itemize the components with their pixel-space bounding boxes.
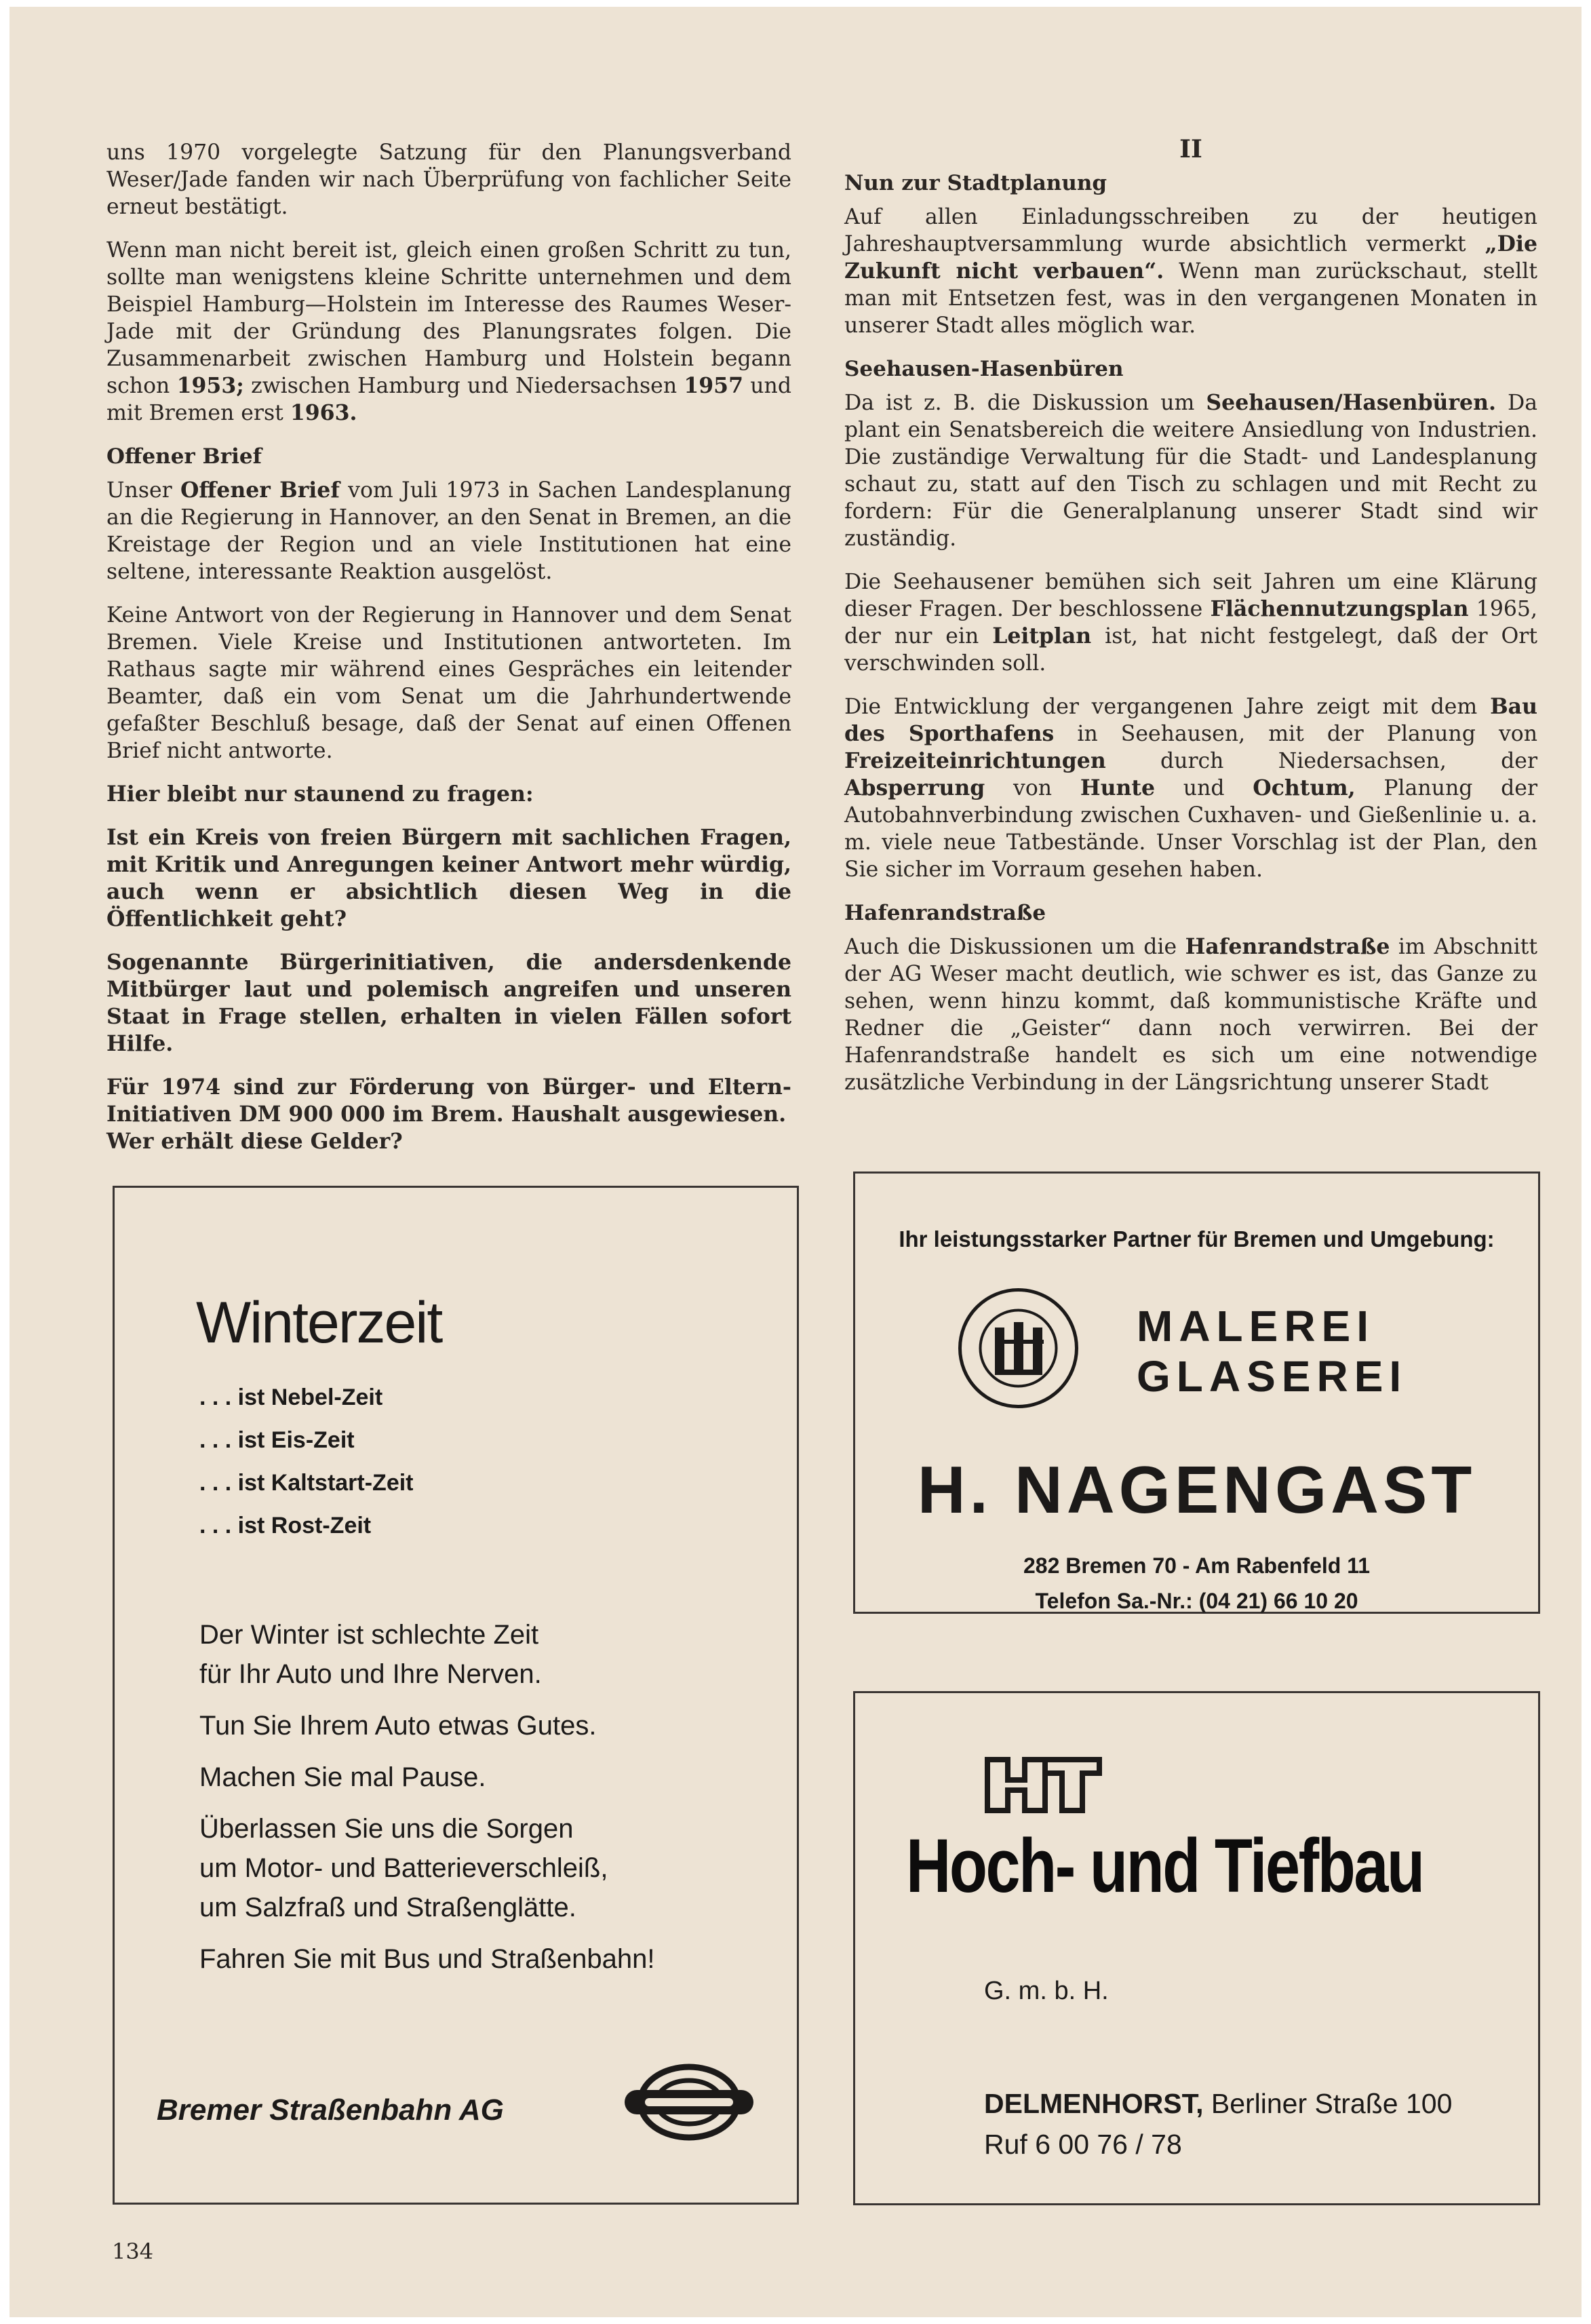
- list-item: . . . ist Nebel-Zeit: [199, 1384, 383, 1410]
- bold-ochtum: Ochtum,: [1253, 775, 1356, 800]
- text-run: 1965, der nur ein: [844, 597, 1537, 648]
- text-run: Wenn man zurückschaut, stellt man mit Entsetzen fest, was in den vergangenen Monaten in unserer Stadt alles möglich war.: [844, 259, 1537, 338]
- bold-zukunft: „Die Zukunft nicht verbauen“.: [844, 231, 1537, 284]
- ad-nagengast: [853, 1171, 1540, 1614]
- address-line: [984, 2083, 1452, 2124]
- question-1: Ist ein Kreis von freien Bürgern mit sachlichen Fragen, mit Kritik und Anregungen keiner Antwort mehr würdig, auch wenn er absichtlich diesen Weg in die Öffentlichkeit geht?: [106, 825, 791, 931]
- body-block: [199, 1809, 654, 1927]
- right-paragraph-3: [844, 568, 1537, 677]
- brand-name: Bremer Straßenbahn AG: [157, 2093, 504, 2127]
- question-intro: Hier bleibt nur staunend zu fragen:: [106, 781, 534, 807]
- left-column: [106, 139, 791, 1155]
- address-line: 282 Bremen 70 - Am Rabenfeld 11: [1023, 1553, 1371, 1578]
- phone-line: Telefon Sa.-Nr.: (04 21) 66 10 20: [1035, 1589, 1358, 1613]
- right-paragraph-2: [844, 389, 1537, 552]
- text-run: vom Juli 1973 in Sachen Landesplanung an die Regierung in Hannover, an den Senat in Bremen, an die Kreistage der Region und an viele Institutionen hat eine seltene, interessante Reaktion ausgelöst.: [106, 478, 791, 584]
- text-run: Unser: [106, 478, 180, 503]
- company-name: H. NAGENGAST: [917, 1452, 1476, 1527]
- company-form: G. m. b. H.: [984, 1977, 1109, 2005]
- list-item: . . . ist Rost-Zeit: [199, 1513, 372, 1538]
- bold-leitplan: Leitplan: [992, 623, 1092, 648]
- text-run: Die Seehausener bemühen sich seit Jahren um eine Klärung dieser Fragen. Der beschlossene: [844, 570, 1537, 621]
- bold-sporthafen: Bau des Sporthafens: [844, 694, 1537, 746]
- right-paragraph-4: [844, 693, 1537, 883]
- left-paragraph-3: [106, 477, 791, 585]
- text-run: von: [985, 776, 1080, 800]
- bold-freizeit: Freizeiteinrichtungen: [844, 748, 1106, 773]
- text-run: Wenn man nicht bereit ist, gleich einen großen Schritt zu tun, sollte man wenigstens kleine Schritte unternehmen und dem Beispiel Hamburg—Holstein im Interesse des Raumes Weser-Jade mit der Gründung des Planungsrates folgen. Die Zusammenarbeit zwischen Hamburg und Holstein begann schon: [106, 238, 791, 398]
- bold-hunte: Hunte: [1080, 775, 1156, 800]
- ad-bremer-strassenbahn: [113, 1186, 799, 2205]
- text-run: im Abschnitt der AG Weser macht deutlich, wie schwer es ist, das Ganze zu sehen, wenn hinzu kommt, daß kommunistische Kräfte und Redner die „Geister“ dann noch verwirren. Bei der Hafenrandstraße handelt es sich um eine notwendige zusätzliche Verbindung in der Längsrichtung unserer Stadt: [844, 935, 1537, 1095]
- text-run: in Seehausen, mit der Planung von: [1054, 722, 1537, 746]
- year-1953: 1953;: [176, 373, 244, 398]
- street: Berliner Straße 100: [1203, 2088, 1453, 2119]
- year-1963: 1963.: [290, 400, 357, 425]
- heading-seehausen: Seehausen-Hasenbüren: [844, 357, 1124, 381]
- company-contact: [855, 1548, 1538, 1619]
- ht-logo-icon: [984, 1753, 1103, 1817]
- heading-offener-brief: Offener Brief: [106, 444, 262, 469]
- text-run: Planung der Autobahnverbindung zwischen Cuxhaven- und Gießenlinie u. a. m. viele neue Tatbestände. Unser Vorschlag ist der Plan, den Sie sicher im Vorraum gesehen haben.: [844, 776, 1538, 882]
- bold-offener-brief: Offener Brief: [180, 478, 340, 503]
- body-line: Überlassen Sie uns die Sorgen: [199, 1814, 574, 1844]
- body-line: Der Winter ist schlechte Zeit: [199, 1620, 539, 1650]
- left-paragraph-4: Keine Antwort von der Regierung in Hannover und dem Senat Bremen. Viele Kreise und Institutionen antworteten. Im Rathaus sagte mir während eines Gespräches ein leitender Beamter, daß ein vom Senat um die Jahrhundertwende gefaßter Beschluß besage, daß der Senat auf einen Offenen Brief nicht antworte.: [106, 603, 791, 763]
- year-1957: 1957: [684, 373, 744, 398]
- text-run: zwischen Hamburg und Niedersachsen: [243, 374, 684, 398]
- list-item: . . . ist Kaltstart-Zeit: [199, 1470, 414, 1496]
- heading-stadtplanung: Nun zur Stadtplanung: [844, 171, 1107, 195]
- ad-header: Ihr leistungsstarker Partner für Bremen und Umgebung:: [899, 1226, 1495, 1252]
- trade-line-1: MALEREI: [1137, 1302, 1375, 1351]
- bsag-logo-icon: [618, 2061, 760, 2143]
- section-number: II: [1179, 135, 1202, 163]
- body-line: für Ihr Auto und Ihre Nerven.: [199, 1659, 542, 1689]
- body-line: Machen Sie mal Pause.: [199, 1762, 486, 1792]
- trade-line-2: GLASEREI: [1137, 1352, 1408, 1401]
- bold-seehausen: Seehausen/Hasenbüren.: [1206, 390, 1496, 415]
- nagengast-seal-icon: [956, 1285, 1081, 1411]
- company-contact: [984, 2083, 1452, 2165]
- heading-hafenrandstrasse: Hafenrandstraße: [844, 901, 1046, 925]
- ad-item-list: [199, 1384, 414, 1555]
- phone-line: Ruf 6 00 76 / 78: [984, 2129, 1182, 2160]
- ad-body-text: [199, 1615, 654, 1991]
- ad-title: Winterzeit: [196, 1290, 442, 1355]
- company-title: Hoch- und Tiefbau: [906, 1823, 1423, 1908]
- right-paragraph-5: [844, 933, 1537, 1096]
- question-3: [106, 1074, 791, 1155]
- city: DELMENHORST,: [984, 2088, 1204, 2119]
- bold-hafenrandstrasse: Hafenrandstraße: [1185, 934, 1390, 959]
- text-run: Für 1974 sind zur Förderung von Bürger- und Eltern-Initiativen DM 900 000 im Brem. Haushalt ausgewiesen.: [106, 1074, 791, 1127]
- text-run: Da plant ein Senatsbereich die weitere Ansiedlung von Industrien. Die zuständige Verwaltung für die Stadt- und Landesplanung schaut zu, statt auf den Tisch zu schlagen und mit Recht zu fordern: Für die Generalplanung unserer Stadt sind wir zuständig.: [844, 391, 1537, 551]
- text-run: Wer erhält diese Gelder?: [106, 1129, 403, 1154]
- list-item: . . . ist Eis-Zeit: [199, 1427, 355, 1453]
- text-run: und: [1155, 776, 1253, 800]
- bold-absperrung: Absperrung: [844, 775, 985, 800]
- right-column: [844, 136, 1537, 1096]
- page-number: 134: [112, 2239, 154, 2264]
- text-run: und mit Bremen erst: [106, 374, 791, 425]
- text-run: Auf allen Einladungsschreiben zu der heutigen Jahreshauptversammlung wurde absichtlich vermerkt: [844, 205, 1537, 256]
- body-line: um Salzfraß und Straßenglätte.: [199, 1893, 576, 1922]
- right-paragraph-1: [844, 204, 1537, 339]
- bold-fnp: Flächennutzungsplan: [1210, 596, 1469, 621]
- text-run: Auch die Diskussionen um die: [844, 935, 1185, 959]
- question-2: Sogenannte Bürgerinitiativen, die andersdenkende Mitbürger laut und polemisch angreifen und unseren Staat in Frage stellen, erhalten in vielen Fällen sofort Hilfe.: [106, 950, 791, 1056]
- text-run: Die Entwicklung der vergangenen Jahre zeigt mit dem: [844, 695, 1491, 719]
- left-paragraph-1: uns 1970 vorgelegte Satzung für den Planungsverband Weser/Jade fanden wir nach Überprüfung von fachlicher Seite erneut bestätigt.: [106, 140, 791, 219]
- body-block: [199, 1615, 654, 1694]
- left-paragraph-2: [106, 237, 791, 427]
- body-line: Fahren Sie mit Bus und Straßenbahn!: [199, 1944, 655, 1974]
- body-line: um Motor- und Batterieverschleiß,: [199, 1853, 608, 1883]
- text-run: ist, hat nicht festgelegt, daß der Ort verschwinden soll.: [844, 624, 1537, 676]
- text-run: durch Niedersachsen, der: [1105, 749, 1537, 773]
- body-line: Tun Sie Ihrem Auto etwas Gutes.: [199, 1711, 597, 1741]
- text-run: Da ist z. B. die Diskussion um: [844, 391, 1206, 415]
- ad-hoch-tiefbau: [853, 1691, 1540, 2205]
